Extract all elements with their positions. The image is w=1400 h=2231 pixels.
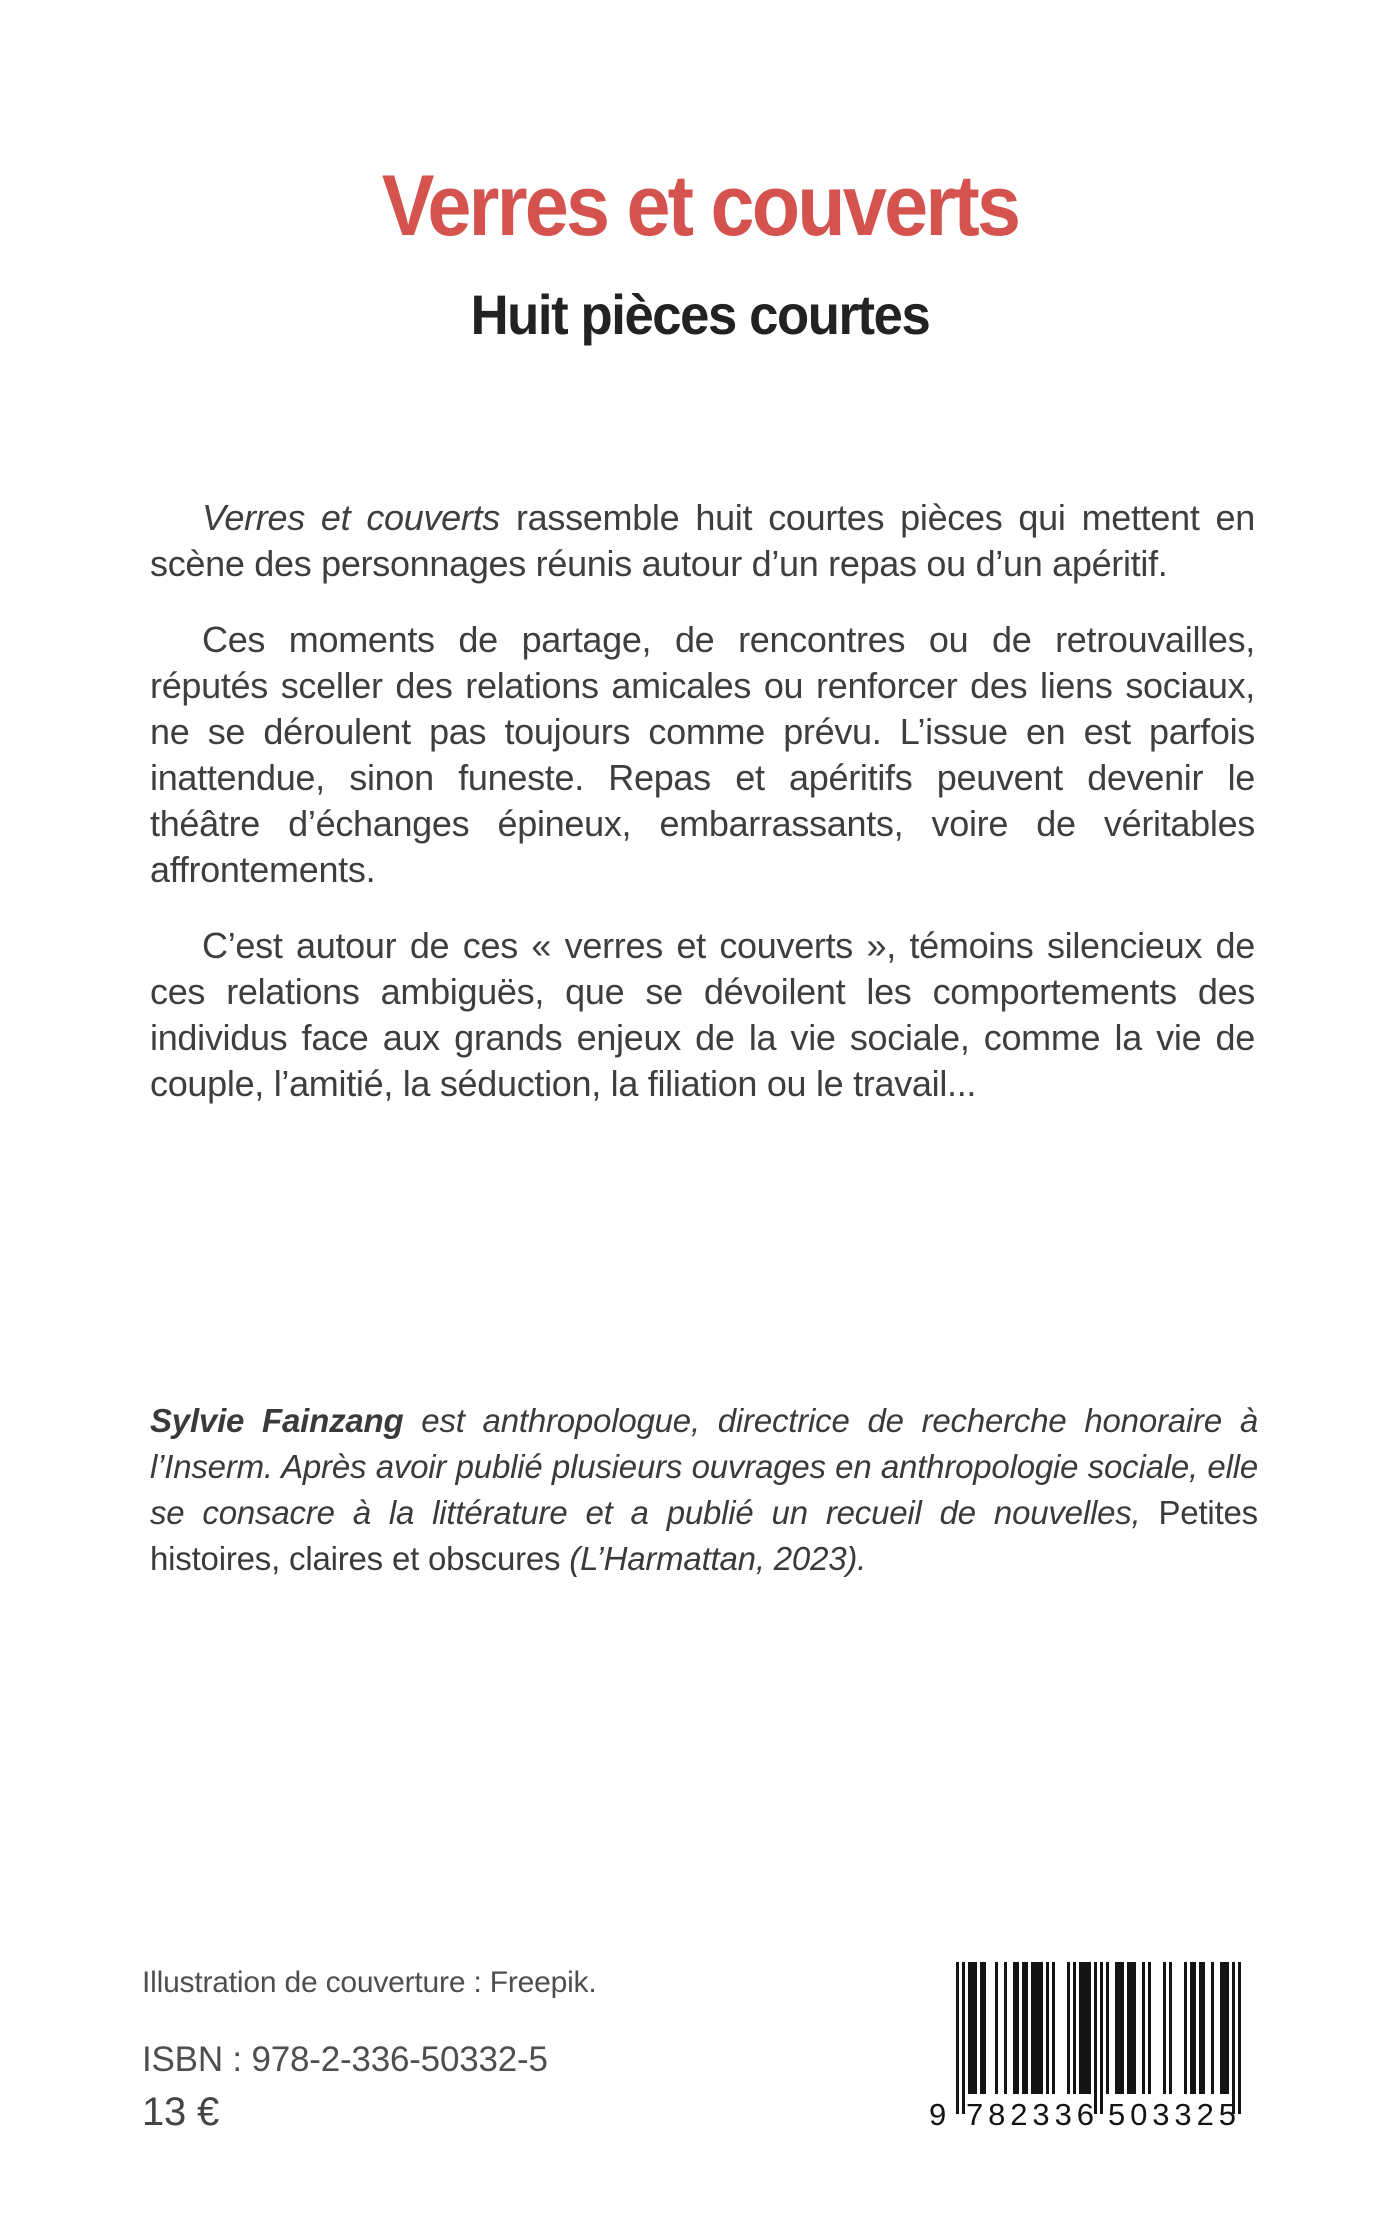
barcode-bars — [956, 1962, 1241, 2114]
barcode-digit: 3 — [1174, 2097, 1192, 2132]
author-bio-text-1: est anthropologue, directrice de recherche honoraire à l’Inserm. Après avoir publié plusieurs ouvrages en anthropologie sociale, elle se consacre à la littérature et a publié un recueil de nouvelles, — [150, 1402, 1258, 1531]
barcode-bar — [1073, 1962, 1076, 2094]
barcode-bar — [1211, 1962, 1214, 2094]
barcode-bar — [974, 1962, 977, 2094]
barcode-bar — [1004, 1962, 1007, 2094]
synopsis-paragraph-1-text: rassemble huit courtes pièces qui mettent en scène des personnages réunis autour d’un repas ou d’un apéritif. — [150, 497, 1255, 584]
barcode-bar — [1232, 1962, 1235, 2114]
barcode-digit: 7 — [966, 2097, 984, 2132]
author-book-title: Petites histoires, claires et obscures — [150, 1494, 1258, 1577]
barcode-bar — [1121, 1962, 1124, 2094]
barcode-bar — [1202, 1962, 1205, 2094]
barcode-digit: 5 — [1218, 2097, 1236, 2132]
barcode-digit: 0 — [1130, 2097, 1148, 2132]
barcode-bar — [1052, 1962, 1055, 2094]
barcode-bar — [1016, 1962, 1019, 2094]
author-bio-text-2: (L’Harmattan, 2023). — [560, 1540, 867, 1577]
barcode-digit: 3 — [1054, 2097, 1072, 2132]
barcode-bar — [1040, 1962, 1043, 2094]
synopsis-title-italic: Verres et couverts — [202, 497, 500, 538]
barcode-bar — [1163, 1962, 1166, 2094]
barcode-digits-right — [1108, 2096, 1236, 2134]
barcode-digit: 3 — [1032, 2097, 1050, 2132]
barcode-bar — [1100, 1962, 1103, 2114]
barcode-bar — [1193, 1962, 1196, 2094]
author-bio — [150, 1398, 1258, 1582]
barcode-bar — [1046, 1962, 1049, 2094]
barcode-bar — [1067, 1962, 1070, 2094]
illustration-credit: Illustration de couverture : Freepik. — [142, 1966, 597, 1999]
synopsis — [150, 495, 1255, 1137]
barcode-digit: 3 — [1152, 2097, 1170, 2132]
barcode-digit: 2 — [1010, 2097, 1028, 2132]
synopsis-paragraph-1 — [150, 495, 1255, 587]
barcode-digits-left — [966, 2096, 1094, 2134]
barcode-bar — [1142, 1962, 1145, 2094]
barcode-bar — [1238, 1962, 1241, 2114]
barcode-bar — [1133, 1962, 1136, 2094]
barcode-digit: 8 — [988, 2097, 1006, 2132]
author-name: Sylvie Fainzang — [150, 1402, 404, 1439]
barcode-bar — [1226, 1962, 1229, 2094]
ean13-barcode — [929, 1962, 1241, 2134]
barcode-bar — [1148, 1962, 1151, 2094]
barcode-bar — [1169, 1962, 1172, 2094]
barcode-bar — [962, 1962, 965, 2114]
barcode-bar — [1094, 1962, 1097, 2114]
barcode-digit: 6 — [1076, 2097, 1094, 2132]
synopsis-paragraph-3: C’est autour de ces « verres et couverts », témoins silencieux de ces relations ambiguës, que se dévoilent les comportements des individus face aux grands enjeux de la vie sociale, comme la vie de couple, l’amitié, la séduction, la filiation ou le travail... — [150, 925, 1255, 1104]
barcode-bar — [983, 1962, 986, 2094]
book-subtitle: Huit pièces courtes — [470, 283, 930, 346]
barcode-digit: 2 — [1196, 2097, 1214, 2132]
isbn-text: ISBN : 978-2-336-50332-5 — [142, 2040, 548, 2079]
barcode-digit-first: 9 — [929, 2097, 947, 2132]
barcode-bar — [956, 1962, 959, 2114]
barcode-bar — [1184, 1962, 1187, 2094]
book-title: Verres et couverts — [381, 158, 1019, 254]
barcode-bar — [1025, 1962, 1028, 2094]
synopsis-paragraph-2: Ces moments de partage, de rencontres ou de retrouvailles, réputés sceller des relations amicales ou renforcer des liens sociaux, ne se déroulent pas toujours comme prévu. L’issue en est parfois inattendue, sinon funeste. Repas et apéritifs peuvent devenir le théâtre d’échanges épineux, embarrassants, voire de véritables affrontements. — [150, 619, 1255, 890]
barcode-digit: 5 — [1108, 2097, 1126, 2132]
barcode-bar — [995, 1962, 998, 2094]
barcode-bar — [1106, 1962, 1109, 2094]
barcode-bar — [1088, 1962, 1091, 2094]
price-text: 13 € — [142, 2090, 220, 2134]
barcode-digits — [929, 2096, 1241, 2134]
